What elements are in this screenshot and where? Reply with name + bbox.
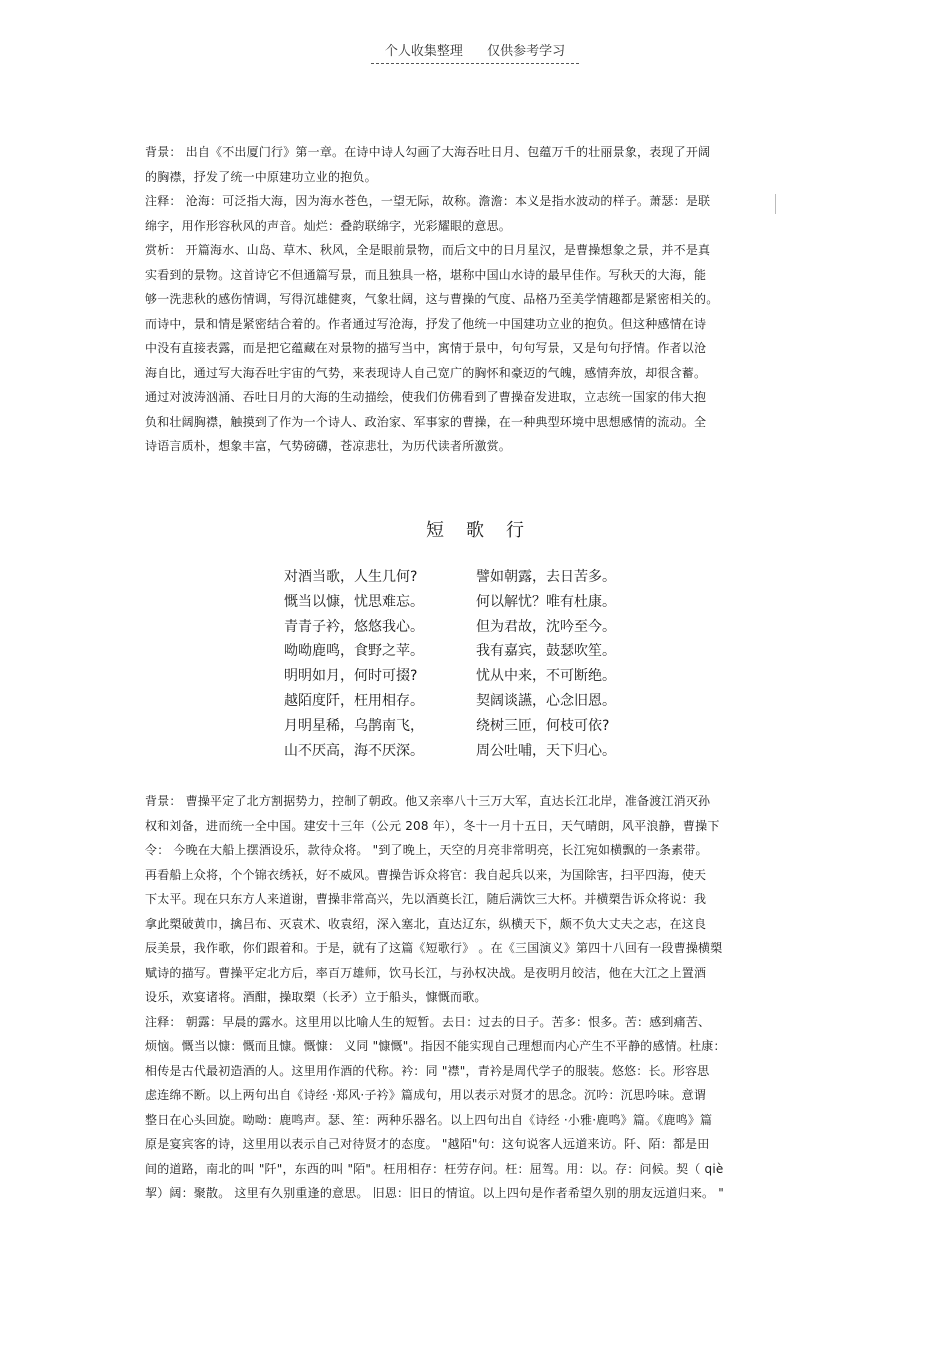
text-line: 诗语言质朴，想象丰富，气势磅礴，苍凉悲壮，为历代读者所激赏。 (145, 439, 512, 453)
text-line: 间的道路，南北的叫 "阡"，东西的叫 "陌"。枉用相存：枉劳存问。枉：屈驾。用：以。存：问候。契（ qiè (145, 1161, 724, 1176)
poem-line: 忧从中来，不可断绝。 (476, 668, 616, 685)
text-line: 下太平。现在只东方人来道谢，曹操非常高兴，先以酒奠长江，随后满饮三大杯。并横槊告诉众将说：我 (145, 892, 707, 906)
text-line: 挈）阔：聚散。 这里有久别重逢的意思。 旧恩：旧日的情谊。以上四句是作者希望久别的朋友远道归来。 " (145, 1186, 724, 1200)
text-line: 注释： 朝露：早晨的露水。这里用以比喻人生的短暂。去日：过去的日子。苦多：恨多。苦：感到痛苦、 (145, 1014, 711, 1029)
poem-line: 青青子衿，悠悠我心。 (284, 618, 424, 635)
text-line: 注释： 沧海：可泛指大海，因为海水苍色，一望无际，故称。澹澹：本义是指水波动的样子。萧瑟：是联 (145, 194, 711, 208)
poem-line: 对酒当歌，人生几何? (284, 569, 418, 585)
poem-line: 绕树三匝，何枝可依? (476, 717, 610, 734)
header-right-text: 仅供参考学习 (487, 44, 566, 59)
header-left-text: 个人收集整理 (384, 44, 463, 59)
text-line: 原是宴宾客的诗，这里用以表示自己对待贤才的态度。 "越陌"句：这句说客人远道来访。阡、陌：都是田 (145, 1137, 710, 1151)
text-line: 令： 今晚在大船上摆酒设乐，款待众将。 "到了晚上，天空的月亮非常明亮，长江宛如横飘的一条素带。 (145, 843, 708, 857)
text-line: 再看船上众将，个个锦衣绣袄，好不威风。曹操告诉众将官：我自起兵以来，为国除害，扫平四海，使天 (145, 867, 707, 882)
text-line: 背景： 出自《不出厦门行》第一章。在诗中诗人勾画了大海吞吐日月、包蕴万千的壮丽景象，表现了开阔 (145, 145, 711, 159)
text-line: 负和壮阔胸襟，触摸到了作为一个诗人、政治家、军事家的曹操，在一种典型环境中思想感情的流动。全 (145, 414, 707, 429)
page-header (0, 40, 950, 64)
poem-line: 山不厌高，海不厌深。 (284, 742, 424, 759)
text-line: 赏析： 开篇海水、山岛、草木、秋风，全是眼前景物，而后文中的日月星汉，是曹操想象之景，并不是真 (145, 243, 711, 257)
duangexing-commentary (145, 789, 785, 1206)
text-line: 整日在心头回旋。呦呦：鹿鸣声。瑟、笙：两种乐器名。以上四句出自《诗经 ·小雅·鹿鸣》篇。《鹿鸣》篇 (145, 1112, 713, 1127)
poem-line: 譬如朝露，去日苦多。 (476, 569, 616, 585)
guanhai-commentary (145, 140, 785, 459)
poem-left-column (284, 565, 444, 763)
poem-line: 但为君故，沈吟至今。 (476, 618, 616, 635)
poem-line: 明明如月，何时可掇? (284, 668, 418, 685)
text-line: 实看到的景物。这首诗它不但通篇写景，而且独具一格，堪称中国山水诗的最早佳作。写秋天的大海，能 (145, 267, 707, 282)
text-line: 中没有直接表露，而是把它蕴藏在对景物的描写当中，寓情于景中，句句写景，又是句句抒情。作者以沧 (145, 341, 707, 355)
poem-line: 月明星稀，乌鹊南飞， (284, 717, 424, 734)
poem-title: 短歌行 (426, 520, 546, 541)
poem-line: 何以解忧？唯有杜康。 (476, 593, 616, 610)
poem-right-column (476, 565, 646, 763)
poem-line: 契阔谈讌，心念旧恩。 (476, 692, 616, 709)
text-line: 背景： 曹操平定了北方割据势力，控制了朝政。他又亲率八十三万大军，直达长江北岸，准备渡江消灭孙 (145, 794, 711, 808)
header-label (371, 40, 579, 64)
text-line: 而诗中，景和情是紧密结合着的。作者通过写沧海，抒发了他统一中国建功立业的抱负。但这种感情在诗 (145, 316, 707, 331)
text-line: 海自比，通过写大海吞吐宇宙的气势，来表现诗人自己宽广的胸怀和豪迈的气魄，感情奔放，却很含蓄。 (145, 365, 707, 380)
text-line: 拿此槊破黄巾，擒吕布、灭袁术、收袁绍，深入塞北，直达辽东，纵横天下，颇不负大丈夫之志，在这良 (145, 916, 707, 931)
text-line: 辰美景，我作歌，你们跟着和。于是，就有了这篇《短歌行》 。在《三国演义》第四十八回有一段曹操横槊 (145, 941, 723, 955)
text-line: 赋诗的描写。曹操平定北方后，率百万雄师，饮马长江，与孙权决战。是夜明月皎洁，他在大江之上置酒 (145, 965, 707, 980)
text-line: 设乐，欢宴诸将。酒酣，操取槊（长矛）立于船头，慷慨而歌。 (145, 990, 487, 1004)
poem-line: 周公吐哺，天下归心。 (476, 742, 616, 759)
text-line: 够一洗悲秋的感伤情调，写得沉雄健爽，气象壮阔，这与曹操的气度、品格乃至美学情趣都是紧密相关的。 (145, 292, 719, 306)
poem-line: 越陌度阡，枉用相存。 (284, 692, 424, 709)
text-line: 绵字，用作形容秋风的声音。灿烂：叠韵联绵字，光彩耀眼的意思。 (145, 218, 512, 233)
text-line: 通过对波涛汹涌、吞吐日月的大海的生动描绘，使我们仿佛看到了曹操奋发进取，立志统一国家的伟大抱 (145, 390, 707, 404)
poem-line: 慨当以慷，忧思难忘。 (284, 593, 424, 610)
text-line: 虑连绵不断。以上两句出自《诗经 ·郑风·子衿》篇成句，用以表示对贤才的思念。沉吟：沉思吟味。意谓 (145, 1088, 707, 1102)
text-line: 相传是古代最初造酒的人。这里用作酒的代称。衿：同 "襟"，青衿是周代学子的服装。悠悠：长。形容思 (145, 1063, 710, 1078)
poem-line: 呦呦鹿鸣，食野之苹。 (284, 643, 424, 660)
poem-line: 我有嘉宾，鼓瑟吹笙。 (476, 643, 616, 660)
text-line: 烦恼。慨当以慷：慨而且慷。慨慷： 义同 "慷慨"。指因不能实现自己理想而内心产生不平静的感情。杜康： (145, 1039, 726, 1053)
text-line: 的胸襟，抒发了统一中原建功立业的抱负。 (145, 169, 377, 184)
text-line: 权和刘备，进而统一全中国。建安十三年（公元 208 年），冬十一月十五日，天气晴朗，风平浪静，曹操下 (145, 818, 720, 833)
